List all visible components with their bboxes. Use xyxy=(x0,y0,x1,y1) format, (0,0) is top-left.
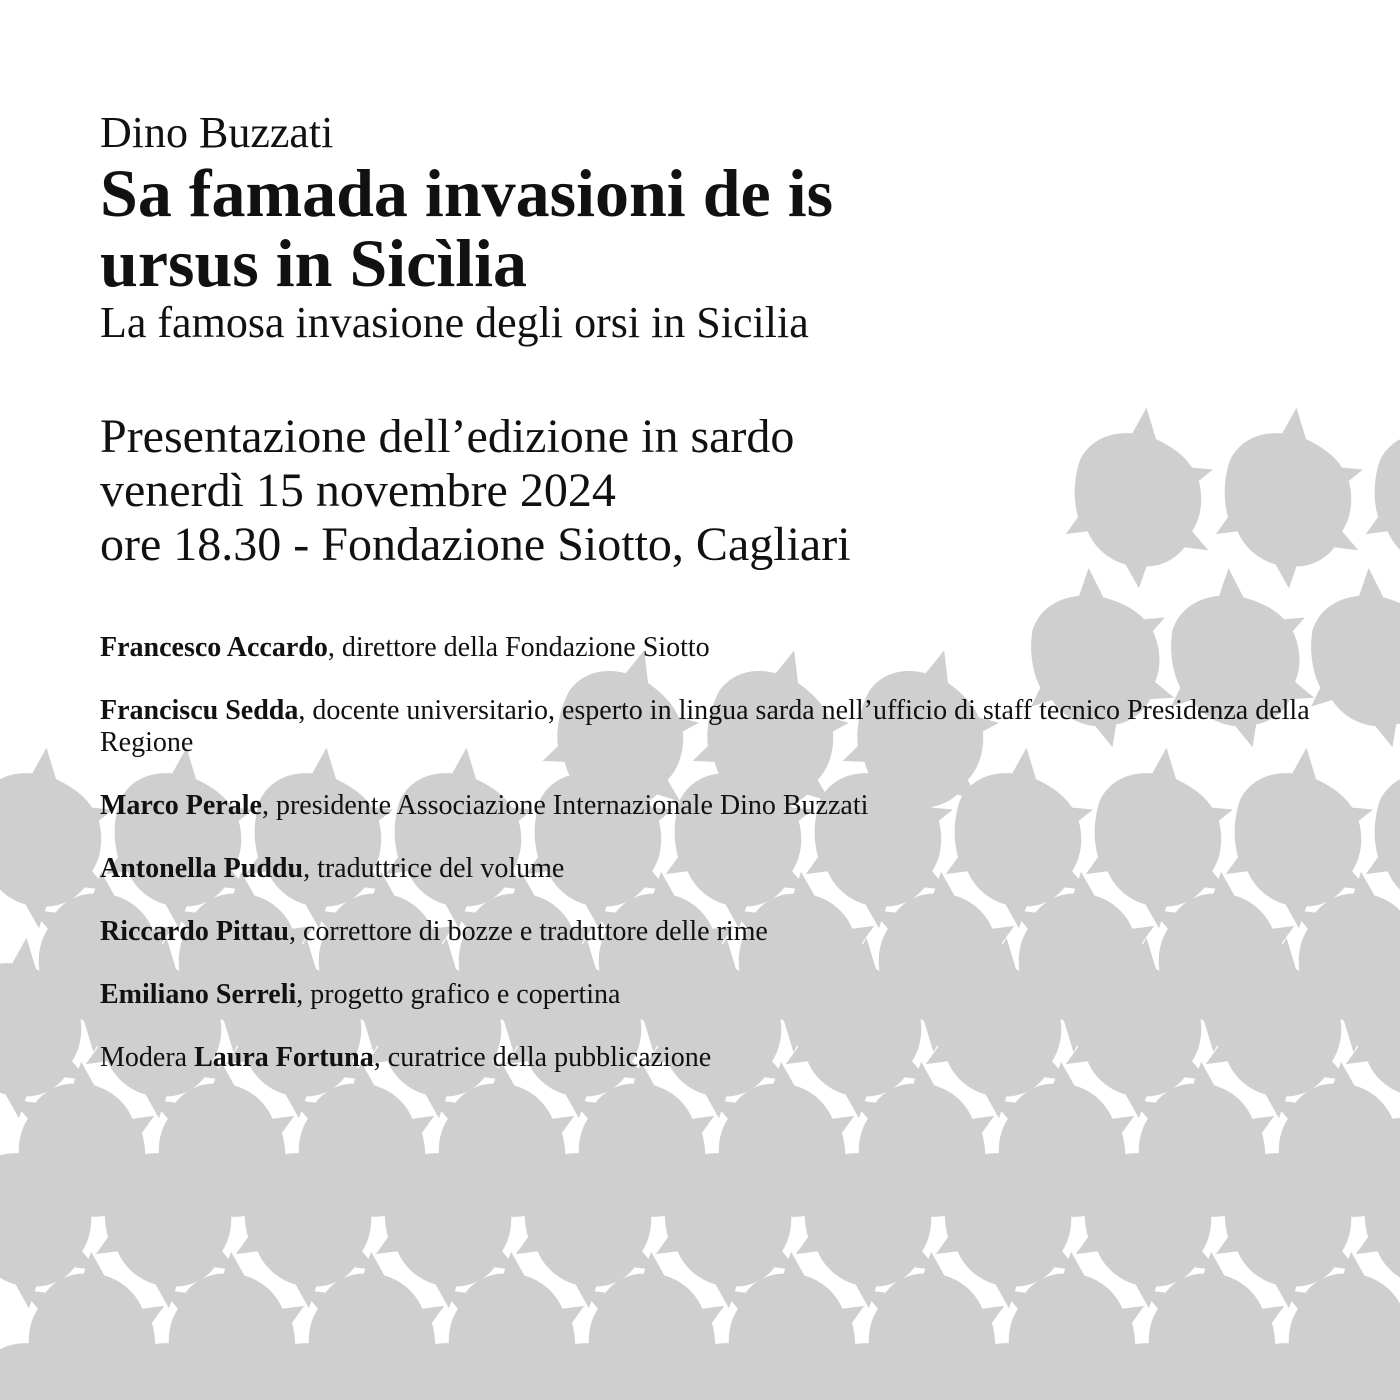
speaker-name: Emiliano Serreli xyxy=(100,979,297,1010)
speaker-role: , direttore della Fondazione Siotto xyxy=(327,632,710,663)
speaker-role: , correttore di bozze e traduttore delle rime xyxy=(288,916,768,947)
speaker-role: , curatrice della pubblicazione xyxy=(373,1042,712,1073)
speaker-item xyxy=(100,790,1330,822)
speaker-item xyxy=(100,695,1330,759)
speaker-role: , traduttrice del volume xyxy=(303,853,565,884)
speaker-item xyxy=(100,916,1330,948)
speaker-role: , progetto grafico e copertina xyxy=(296,979,621,1010)
speaker-prefix: Modera xyxy=(100,1042,195,1073)
speaker-name: Laura Fortuna xyxy=(194,1042,374,1073)
speaker-item xyxy=(100,1042,1330,1074)
speaker-item xyxy=(100,853,1330,885)
speaker-name: Riccardo Pittau xyxy=(100,916,289,947)
bear-silhouette-icon xyxy=(1366,408,1400,589)
speaker-role: , presidente Associazione Internazionale Dino Buzzati xyxy=(261,790,869,821)
invitation-content xyxy=(100,108,1340,1105)
speaker-item xyxy=(100,632,1330,664)
event-date: venerdì 15 novembre 2024 xyxy=(100,464,616,517)
speaker-name: Francesco Accardo xyxy=(100,632,328,663)
speaker-name: Franciscu Sedda xyxy=(100,695,299,726)
event-time-location: ore 18.30 - Fondazione Siotto, Cagliari xyxy=(100,518,851,571)
speakers-list xyxy=(100,632,1330,1074)
book-subtitle: La famosa invasione degli orsi in Sicilia xyxy=(100,298,809,347)
event-details xyxy=(100,410,1340,572)
speaker-item xyxy=(100,979,1330,1011)
speaker-name: Marco Perale xyxy=(100,790,262,821)
author-name: Dino Buzzati xyxy=(100,108,334,157)
speaker-role: , docente universitario, esperto in lingua sarda nell’ufficio di staff tecnico Presidenza della Regione xyxy=(100,695,1310,758)
speaker-name: Antonella Puddu xyxy=(100,853,304,884)
book-title: Sa famada invasioni de is ursus in Sicìlia xyxy=(100,155,834,301)
event-description: Presentazione dell’edizione in sardo xyxy=(100,410,795,463)
